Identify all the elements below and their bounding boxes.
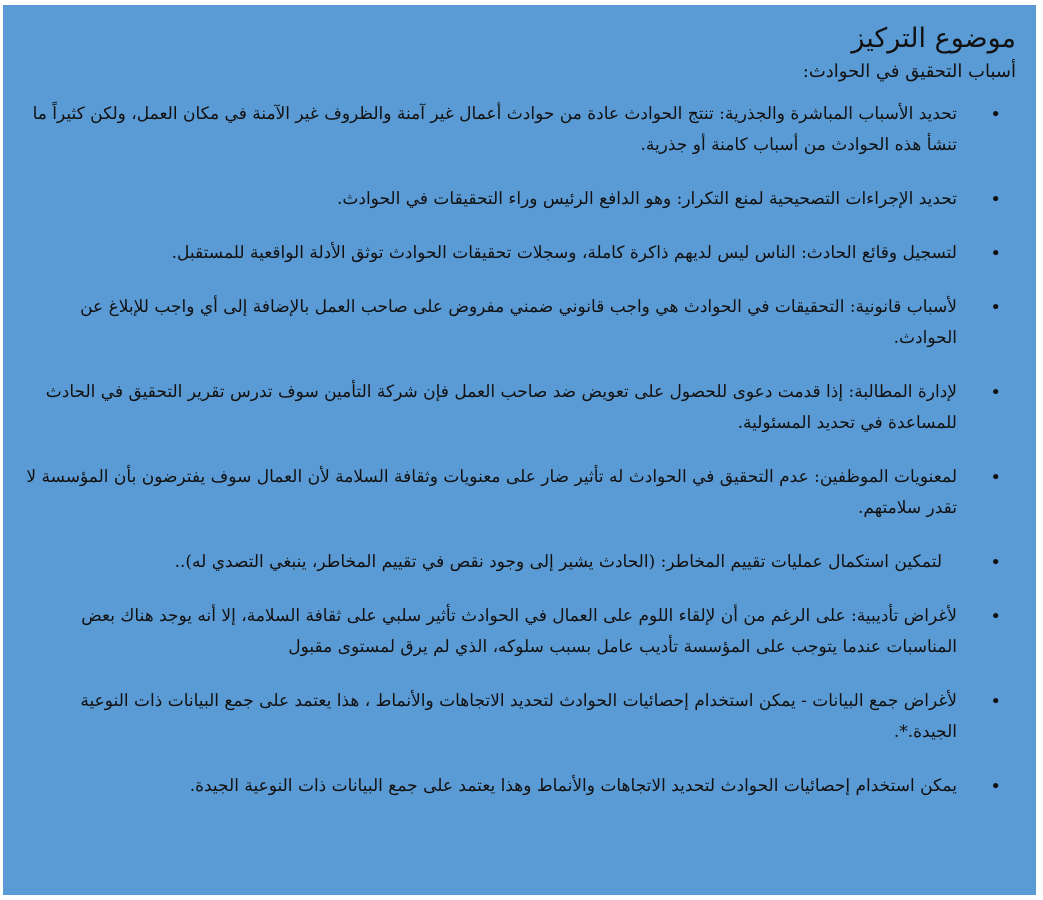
bullet-icon: • xyxy=(990,467,1001,488)
list-item-text: لأغراض جمع البيانات - يمكن استخدام إحصائيات الحوادث لتحديد الاتجاهات والأنماط ، هذا يعتمد على جمع البيانات ذات النوعية الجيدة.*. xyxy=(80,691,957,742)
list-item xyxy=(21,238,1016,269)
section-subtitle: أسباب التحقيق في الحوادث: xyxy=(802,61,1016,82)
list-item xyxy=(21,377,1016,439)
focus-topic-panel xyxy=(3,5,1036,895)
list-item-text: لأغراض تأديبية: على الرغم من أن لإلقاء اللوم على العمال في الحوادث تأثير سلبي على ثقافة السلامة، إلا أنه يوجد هناك بعض المناسبات عندما يتوجب على المؤسسة تأديب عامل بسبب سلوكه، الذي لم يرق لمستوى مقبول xyxy=(81,606,957,657)
list-item xyxy=(21,771,1016,802)
list-item xyxy=(21,686,1016,748)
bullet-icon: • xyxy=(990,606,1001,627)
bullet-icon: • xyxy=(990,104,1001,125)
list-item xyxy=(21,601,1016,663)
list-item-text: تحديد الأسباب المباشرة والجذرية: تنتج الحوادث عادة من حوادث أعمال غير آمنة والظروف غير الآمنة في مكان العمل، ولكن كثيراً ما تنشأ هذه الحوادث من أسباب كامنة أو جذرية. xyxy=(32,104,957,155)
bullet-icon: • xyxy=(990,243,1001,264)
list-item xyxy=(21,547,1016,578)
bullet-icon: • xyxy=(990,691,1001,712)
list-item-text: لمعنويات الموظفين: عدم التحقيق في الحوادث له تأثير ضار على معنويات وثقافة السلامة لأن العمال سوف يفترضون بأن المؤسسة لا تقدر سلامتهم. xyxy=(26,467,957,518)
list-item-text: لتمكين استكمال عمليات تقييم المخاطر: (الحادث يشير إلى وجود نقص في تقييم المخاطر، ينبغي التصدي له).. xyxy=(174,552,942,572)
list-item-text: لتسجيل وقائع الحادث: الناس ليس لديهم ذاكرة كاملة، وسجلات تحقيقات الحوادث توثق الأدلة الواقعية للمستقبل. xyxy=(171,243,957,263)
list-item xyxy=(21,292,1016,354)
bullet-icon: • xyxy=(990,189,1001,210)
list-item xyxy=(21,184,1016,215)
bullet-icon: • xyxy=(990,297,1001,318)
list-item xyxy=(21,462,1016,524)
list-item xyxy=(21,99,1016,161)
list-item-text: لأسباب قانونية: التحقيقات في الحوادث هي واجب قانوني ضمني مفروض على صاحب العمل بالإضافة إلى أي واجب للإبلاغ عن الحوادث. xyxy=(80,297,957,348)
bullet-icon: • xyxy=(990,776,1001,797)
bullet-icon: • xyxy=(990,552,1001,573)
list-item-text: يمكن استخدام إحصائيات الحوادث لتحديد الاتجاهات والأنماط وهذا يعتمد على جمع البيانات ذات النوعية الجيدة. xyxy=(189,776,957,796)
list-item-text: تحديد الإجراءات التصحيحية لمنع التكرار: وهو الدافع الرئيس وراء التحقيقات في الحوادث. xyxy=(336,189,957,209)
bullet-icon: • xyxy=(990,382,1001,403)
page-title: موضوع التركيز xyxy=(851,23,1016,54)
list-item-text: لإدارة المطالبة: إذا قدمت دعوى للحصول على تعويض ضد صاحب العمل فإن شركة التأمين سوف تدرس تقرير التحقيق في الحادث للمساعدة في تحديد المسئولية. xyxy=(45,382,957,433)
reasons-list xyxy=(21,99,1016,802)
